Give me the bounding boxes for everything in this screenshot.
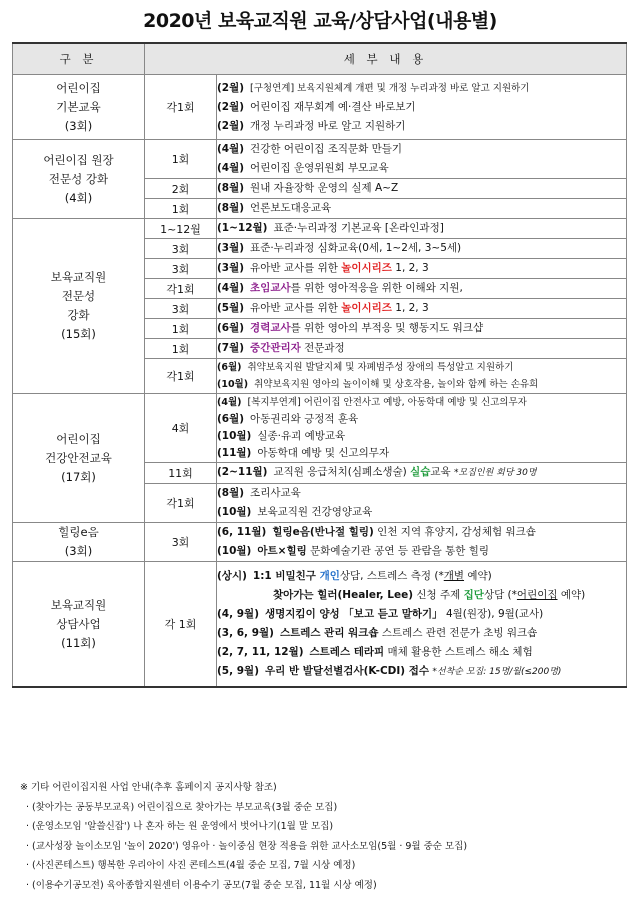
footer-item: · (운영소모임 '알쓸신잡') 나 혼자 하는 원 운영에서 벗어나기(1월 말 모집) <box>26 821 334 832</box>
text-emphasis: (5월) <box>217 302 245 314</box>
text-emphasis: (2, 7, 11, 12월) <box>217 645 304 658</box>
text-fragment: 원내 자율장학 운영의 실제 A~Z <box>250 182 399 194</box>
text-fragment: 전문과정 <box>300 342 345 354</box>
text-emphasis: 어린이집 <box>516 588 558 601</box>
table-row <box>13 219 627 239</box>
page-title: 2020년 보육교직원 교육/상담사업(내용별) <box>143 10 497 32</box>
table-header <box>13 43 627 75</box>
text-fragment: 전문성 <box>61 289 96 303</box>
text-fragment: (3회) <box>64 544 93 558</box>
text-fragment: 문화예술기관 공연 등 관람을 통한 힐링 <box>306 545 490 557</box>
text-fragment <box>217 219 626 238</box>
text-fragment <box>217 503 626 522</box>
text-fragment <box>217 339 626 358</box>
text-emphasis: 1:1 비밀친구 <box>252 569 320 582</box>
text-fragment: *선착순 모집: 15명/월(≤200명) <box>432 666 562 677</box>
text-emphasis: 스트레스 테라피 <box>309 645 385 658</box>
text-fragment: 매체 활용한 스트레스 해소 체험 <box>384 645 533 658</box>
detail-cell <box>217 523 627 562</box>
category-cell <box>13 219 145 394</box>
text-fragment: 힐링e음 <box>58 525 99 539</box>
text-fragment: 표준·누리과정 심화교육(0세, 1~2세, 3~5세) <box>250 242 462 254</box>
text-fragment: 아동학대 예방 및 신고의무자 <box>257 447 390 459</box>
text-emphasis: 개별 <box>443 569 465 582</box>
text-fragment: 개정 누리과정 바로 알고 지원하기 <box>250 119 406 132</box>
text-emphasis: (10월) <box>217 506 252 518</box>
detail-cell <box>217 279 627 299</box>
text-fragment: 경력교사 <box>250 322 291 334</box>
text-emphasis: (8월) <box>217 202 245 214</box>
text-emphasis: 우리 반 발달선별검사(K-CDI) 접수 <box>265 664 430 677</box>
text-emphasis: (6, 11월) <box>217 526 267 538</box>
text-emphasis: (3월) <box>217 242 245 254</box>
detail-cell <box>217 219 627 239</box>
text-fragment: 실습 <box>410 466 431 478</box>
text-fragment: 놀이시리즈 <box>341 302 392 314</box>
text-fragment: 스트레스 관련 전문가 초빙 워크숍 <box>378 626 538 639</box>
count-cell: 3회 <box>145 299 217 319</box>
text-emphasis: (4, 9월) <box>217 607 259 620</box>
detail-cell <box>217 140 627 179</box>
text-fragment: 인천 지역 휴양지, 감성체험 워크숍 <box>373 526 536 538</box>
text-fragment <box>217 411 626 428</box>
detail-cell <box>217 339 627 359</box>
detail-cell <box>217 259 627 279</box>
text-fragment <box>217 586 626 605</box>
table-row <box>13 562 627 688</box>
text-fragment: 보육교직원 <box>50 597 107 612</box>
text-emphasis: 아트×힐링 <box>257 545 307 557</box>
text-emphasis: (11월) <box>217 447 252 459</box>
text-fragment <box>217 542 626 561</box>
text-fragment: [복지부연계] 어린이집 안전사고 예방, 아동학대 예방 및 신고의무자 <box>247 397 527 408</box>
count-cell: 1회 <box>145 140 217 179</box>
detail-cell <box>217 562 627 688</box>
detail-cell <box>217 319 627 339</box>
detail-line <box>217 98 626 117</box>
text-fragment: 유아반 교사를 위한 <box>250 302 342 314</box>
text-fragment: 신청 주제 <box>413 588 464 601</box>
footer-item: · (교사성장 놀이소모임 '놀이 2020') 영유아 · 놀이중심 현장 적용을 위한 교사소모임(5월 · 9월 중순 모집) <box>26 840 468 852</box>
table-row <box>13 523 627 562</box>
footer-item: · (찾아가는 공동부모교육) 어린이집으로 찾아가는 부모교육(3월 중순 모집) <box>26 801 338 813</box>
text-emphasis: (4월) <box>217 143 245 155</box>
text-fragment: 실종·유괴 예방교육 <box>257 430 346 442</box>
text-fragment <box>217 179 626 198</box>
text-fragment <box>217 394 626 411</box>
count-cell: 각1회 <box>145 484 217 523</box>
text-emphasis: (4월) <box>217 162 245 174</box>
text-fragment: 어린이집 재무회계 예·결산 바로보기 <box>250 100 416 113</box>
count-cell: 3회 <box>145 259 217 279</box>
text-emphasis: (2월) <box>217 100 245 113</box>
text-fragment: (4회) <box>64 190 93 205</box>
detail-cell <box>217 484 627 523</box>
footer-item: · (이용수기공모전) 육아종합지원센터 이용수기 공모(7월 중순 모집, 11월 시상 예정) <box>26 879 377 891</box>
text-emphasis: 개인 <box>319 569 340 582</box>
text-emphasis: 힐링e음(반나절 힐링) <box>272 526 374 538</box>
text-fragment: 유아반 교사를 위한 <box>250 262 342 274</box>
text-emphasis: (6월) <box>217 413 245 425</box>
text-fragment: 아동권리와 긍정적 훈육 <box>250 413 359 425</box>
count-cell: 11회 <box>145 463 217 484</box>
text-emphasis: (10월) <box>217 379 249 390</box>
text-fragment <box>217 463 626 483</box>
detail-cell <box>217 463 627 484</box>
text-fragment: 예약) <box>557 588 586 601</box>
text-emphasis: (10월) <box>217 545 252 557</box>
category-cell <box>13 75 145 140</box>
count-cell: 1회 <box>145 339 217 359</box>
text-fragment: 조리사교육 <box>250 487 301 499</box>
detail-cell <box>217 359 627 394</box>
text-fragment: 초임교사 <box>250 282 291 294</box>
text-fragment <box>217 523 626 542</box>
count-cell: 각1회 <box>145 75 217 140</box>
text-fragment: 강화 <box>67 308 90 322</box>
text-emphasis: (4월) <box>217 397 242 408</box>
header-detail: 세 부 내 용 <box>145 43 627 75</box>
count-cell: 1~12월 <box>145 219 217 239</box>
text-fragment <box>217 299 626 318</box>
text-fragment <box>217 624 626 643</box>
text-fragment <box>217 643 626 662</box>
count-cell: 4회 <box>145 394 217 463</box>
text-fragment: 1, 2, 3 <box>391 262 429 274</box>
text-fragment: 기본교육 <box>56 99 101 114</box>
category-cell <box>13 562 145 688</box>
text-fragment: 표준·누리과정 기본교육 [온라인과정] <box>273 222 444 234</box>
text-fragment <box>217 445 626 462</box>
detail-line <box>217 79 626 98</box>
count-cell: 1회 <box>145 319 217 339</box>
text-fragment: 언론보도대응교육 <box>250 202 332 214</box>
category-cell <box>13 140 145 219</box>
text-emphasis: (3, 6, 9월) <box>217 626 274 639</box>
text-fragment <box>217 662 626 682</box>
text-emphasis: (상시) <box>217 569 247 582</box>
text-emphasis: (10월) <box>217 430 252 442</box>
text-fragment: (11회) <box>61 635 96 650</box>
text-fragment: 취약보육지원 발달지체 및 자폐범주성 장애의 특성알고 지원하기 <box>247 362 514 373</box>
text-fragment <box>217 159 626 178</box>
text-emphasis: (2월) <box>217 81 245 94</box>
text-fragment: 를 위한 영아적응을 위한 이해와 지원, <box>290 282 463 294</box>
count-cell: 2회 <box>145 179 217 199</box>
text-fragment <box>217 567 626 586</box>
text-fragment: 교직원 응급처치(심폐소생술) <box>273 466 411 478</box>
text-fragment: 어린이집 <box>56 431 101 446</box>
detail-cell <box>217 199 627 219</box>
text-fragment <box>217 376 626 393</box>
detail-cell <box>217 394 627 463</box>
text-fragment <box>217 428 626 445</box>
text-emphasis: 스트레스 관리 워크숍 <box>279 626 379 639</box>
text-emphasis: (8월) <box>217 182 245 194</box>
detail-cell <box>217 299 627 319</box>
text-fragment: (15회) <box>61 327 96 341</box>
text-fragment: 상담, 스트레스 측정 (* <box>339 569 444 582</box>
text-fragment: 상담 (* <box>483 588 517 601</box>
text-fragment <box>217 239 626 258</box>
text-fragment: *모집인원 회당 30명 <box>454 468 537 478</box>
count-cell: 각1회 <box>145 359 217 394</box>
text-emphasis: (7월) <box>217 342 245 354</box>
text-fragment <box>217 484 626 503</box>
text-fragment <box>217 605 626 624</box>
footer-item: · (사진콘테스트) 행복한 우리아이 사진 콘테스트(4월 중순 모집, 7월 시상 예정) <box>26 860 356 871</box>
text-fragment <box>217 359 626 376</box>
count-cell: 3회 <box>145 239 217 259</box>
text-emphasis: (6월) <box>217 322 245 334</box>
text-fragment: 보육교직원 건강영양교육 <box>257 506 373 518</box>
text-fragment: (3회) <box>64 118 93 133</box>
text-fragment: 전문성 강화 <box>48 171 109 186</box>
text-fragment: 보육교직원 <box>50 270 107 284</box>
text-fragment: (17회) <box>61 469 96 484</box>
text-emphasis: (2월) <box>217 119 245 132</box>
text-fragment: 예약) <box>464 569 492 582</box>
detail-cell <box>217 179 627 199</box>
count-cell: 1회 <box>145 199 217 219</box>
text-fragment: 1, 2, 3 <box>391 302 429 314</box>
text-fragment: 4월(원장), 9월(교사) <box>442 607 544 620</box>
text-fragment: 어린이집 <box>56 80 101 95</box>
table-row <box>13 394 627 463</box>
count-cell: 각 1회 <box>145 562 217 688</box>
text-emphasis: (6월) <box>217 362 242 373</box>
text-fragment: 취약보육지원 영아의 놀이이해 및 상호작용, 놀이와 함께 하는 손유희 <box>254 379 539 390</box>
program-table <box>12 42 627 688</box>
detail-cell <box>217 239 627 259</box>
category-cell <box>13 394 145 523</box>
text-emphasis: (4월) <box>217 282 245 294</box>
text-fragment <box>217 199 626 218</box>
category-cell <box>13 523 145 562</box>
footer-notes <box>20 778 630 895</box>
text-emphasis: (5, 9월) <box>217 664 259 677</box>
text-fragment: 중간관리자 <box>250 342 301 354</box>
text-emphasis: (3월) <box>217 262 245 274</box>
text-fragment <box>217 319 626 338</box>
text-emphasis: 찾아가는 힐러(Healer, Lee) <box>273 588 414 601</box>
text-fragment: [구청연계] 보육지원체계 개편 및 개정 누리과정 바로 알고 지원하기 <box>250 82 530 94</box>
table-row <box>13 75 627 140</box>
text-fragment: 건강한 어린이집 조직문화 만들기 <box>250 143 403 155</box>
text-emphasis: (8월) <box>217 487 245 499</box>
text-fragment: 상담사업 <box>56 616 101 631</box>
footer-title: ※ 기타 어린이집지원 사업 안내(추후 홈페이지 공지사항 참조) <box>20 782 277 793</box>
text-fragment: 어린이집 원장 <box>43 152 114 167</box>
header-category: 구 분 <box>13 43 145 75</box>
text-fragment: 건강안전교육 <box>45 450 112 465</box>
text-fragment: 를 위한 영아의 부적응 및 행동지도 워크샵 <box>290 322 484 334</box>
count-cell: 각1회 <box>145 279 217 299</box>
detail-cell <box>217 75 627 140</box>
text-emphasis: 생명지킴이 양성 「보고 듣고 말하기」 <box>265 607 443 620</box>
text-fragment <box>217 279 626 298</box>
text-fragment: 놀이시리즈 <box>341 262 392 274</box>
text-fragment: 어린이집 운영위원회 부모교육 <box>250 162 389 174</box>
count-cell: 3회 <box>145 523 217 562</box>
table-row <box>13 140 627 179</box>
text-emphasis: (1~12월) <box>217 222 268 234</box>
text-emphasis: 집단 <box>463 588 484 601</box>
detail-line <box>217 117 626 136</box>
text-fragment: 교육 <box>430 466 451 478</box>
text-fragment <box>217 259 626 278</box>
text-fragment <box>217 140 626 159</box>
text-emphasis: (2~11월) <box>217 466 268 478</box>
